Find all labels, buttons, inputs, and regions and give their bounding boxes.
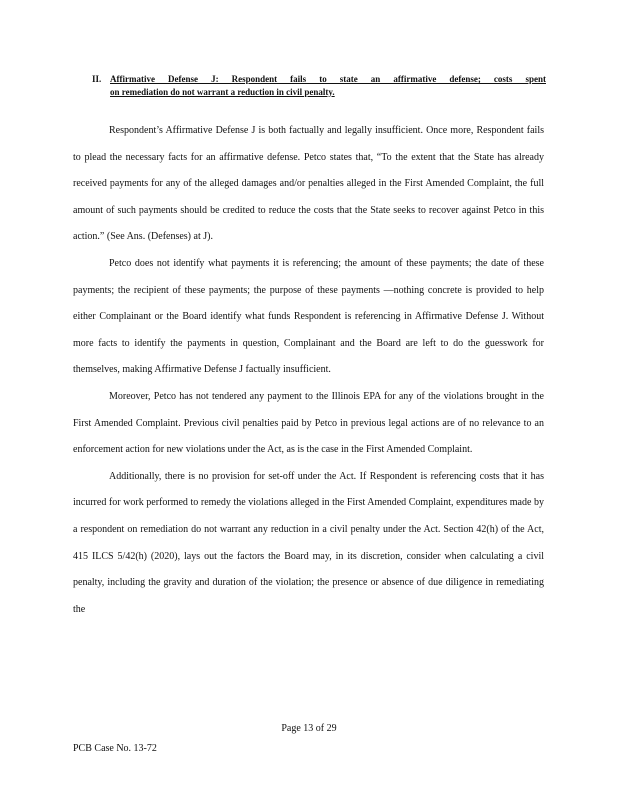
section-number: II. bbox=[92, 74, 102, 84]
body-text bbox=[73, 118, 544, 623]
paragraph-4: Additionally, there is no provision for set-off under the Act. If Respondent is referencing costs that it has incurred for work performed to remedy the violations alleged in the First Amended Complaint, expenditures made by a respondent on remediation do not warrant any reduction in a civil penalty under the Act. Section 42(h) of the Act, 415 ILCS 5/42(h) (2020), lays out the factors the Board may, in its discretion, consider when calculating a civil penalty, including the gravity and duration of the violation; the presence or absence of due diligence in remediating the bbox=[73, 470, 544, 615]
page-number: Page 13 of 29 bbox=[281, 723, 337, 734]
paragraph-2: Petco does not identify what payments it is referencing; the amount of these payments; the date of these payments; the recipient of these payments; the purpose of these payments —nothing concrete is provided to help either Complainant or the Board identify what funds Respondent is referencing in Affirmative Defense J. Without more facts to identify the payments in question, Complainant and the Board are left to do the guesswork for themselves, making Affirmative Defense J factually insufficient. bbox=[73, 257, 544, 376]
paragraph-1: Respondent’s Affirmative Defense J is both factually and legally insufficient. Once more, Respondent fails to plead the necessary facts for an affirmative defense. Petco states that, “To the extent that the State has already received payments for any of the alleged damages and/or penalties alleged in the First Amended Complaint, the full amount of such payments should be credited to reduce the costs that the State seeks to recover against Petco in this action.” (See Ans. (Defenses) at J). bbox=[73, 125, 544, 243]
section-title-line-2: on remediation do not warrant a reduction in civil penalty. bbox=[110, 87, 335, 97]
paragraph-3: Moreover, Petco has not tendered any payment to the Illinois EPA for any of the violations brought in the First Amended Complaint. Previous civil penalties paid by Petco in previous legal actions are of no relevance to an enforcement action for new violations under the Act, as is the case in the First Amended Complaint. bbox=[73, 390, 544, 456]
section-title bbox=[110, 73, 546, 99]
case-number: PCB Case No. 13-72 bbox=[73, 743, 157, 754]
section-title-line-1: Affirmative Defense J: Respondent fails to state an affirmative defense; costs spent bbox=[110, 74, 546, 84]
